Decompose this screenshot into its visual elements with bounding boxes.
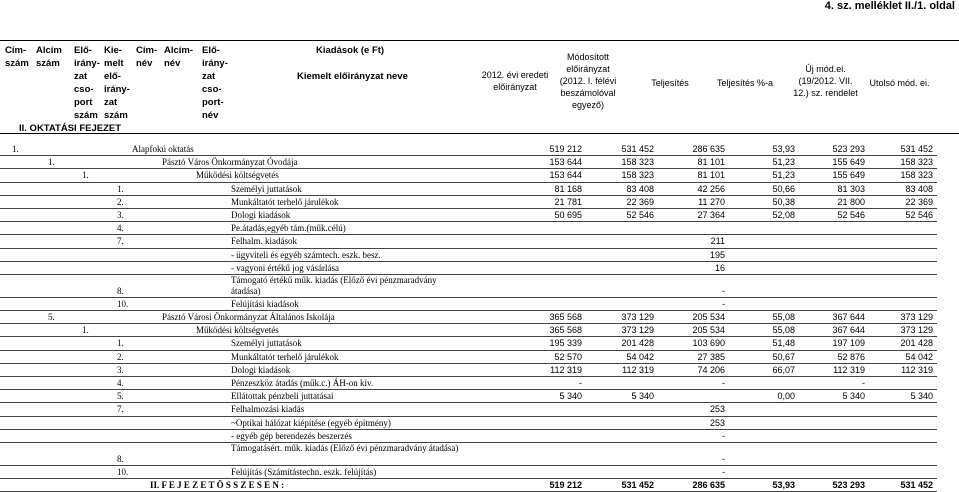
row-code: 5. [117, 391, 124, 402]
row-value: 42 256 [697, 183, 725, 194]
row-name: - vagyoni értékű jog vásárlása [231, 262, 339, 273]
row-code: 10. [117, 466, 129, 477]
row-value: 211 [710, 236, 725, 247]
row-value: 54 042 [626, 351, 654, 362]
table-row [0, 466, 937, 479]
row-value: 52 876 [837, 351, 865, 362]
table-row [0, 311, 937, 324]
row-value: - [722, 466, 725, 477]
header-utolso-mod: Utolsó mód. ei. [869, 78, 930, 88]
row-name: Alapfokú oktatás [132, 144, 194, 154]
row-value: 531 452 [621, 480, 654, 491]
row-name: II. F E J E Z E T Ö S S Z E S E N : [150, 480, 285, 491]
row-code: 1. [48, 157, 55, 168]
row-value: 81 101 [697, 170, 725, 181]
row-value: 22 369 [905, 196, 933, 207]
row-value: 50,66 [772, 183, 795, 194]
row-value: 52 546 [626, 209, 654, 220]
row-name: Támogató értékű műk. kiadás (Előző évi pénzmaradvány átadása) [231, 274, 437, 296]
row-value: 155 649 [832, 170, 865, 181]
row-value: - [862, 378, 865, 388]
row-value: 83 408 [905, 183, 933, 194]
row-code: 1. [117, 338, 124, 349]
row-value: 81 303 [837, 183, 865, 194]
row-name: ~Optikai hálózat kiépítése (egyéb építmény) [231, 417, 391, 428]
row-value: 367 644 [832, 325, 865, 336]
row-value: 373 129 [900, 312, 933, 323]
row-value: 112 319 [550, 364, 582, 375]
row-name: Működési költségvetés [196, 170, 279, 181]
row-value: 153 644 [549, 170, 582, 181]
row-code: 1. [12, 144, 19, 154]
row-code: 1. [82, 325, 89, 336]
row-code: 8. [117, 285, 124, 296]
row-value: 0,00 [777, 391, 795, 402]
row-code: 4. [117, 378, 124, 388]
row-name: Felhalmozási kiadás [231, 404, 305, 415]
table-row [0, 324, 937, 337]
row-code: 1. [117, 183, 124, 194]
row-value: 21 781 [554, 196, 582, 207]
row-name: Pénzeszköz átadás (műk.c.) ÁH-on kív. [231, 378, 374, 388]
row-name: Működési költségvetés [196, 325, 279, 336]
row-value: 81 101 [697, 157, 725, 168]
header-modositott: Módosított előirányzat (2012. I. félévi beszámolóval egyező) [559, 52, 617, 110]
table-row [0, 403, 937, 416]
header-teljesites: Teljesítés [651, 78, 689, 88]
row-value: - [722, 285, 725, 296]
table-row [0, 209, 937, 222]
row-value: 112 319 [833, 364, 865, 375]
row-value: - [722, 430, 725, 441]
table-row [0, 275, 937, 298]
row-value: 195 [709, 249, 725, 260]
row-value: 205 534 [692, 312, 725, 323]
table-row [0, 298, 937, 311]
row-code: 10. [117, 298, 129, 309]
row-name: Pe.átadás,egyéb tám.(műk.célú) [231, 223, 346, 234]
row-name: Személyi juttatások [231, 338, 302, 349]
row-value: 373 129 [621, 325, 654, 336]
row-code: 3. [117, 209, 124, 220]
row-value: 155 649 [832, 157, 865, 168]
row-value: 52 570 [554, 351, 582, 362]
row-code: 3. [117, 364, 124, 375]
table-row [0, 249, 937, 262]
fejezet-title: II. OKTATÁSI FEJEZET [19, 123, 122, 134]
row-code: 4. [117, 223, 124, 234]
row-code: 8. [117, 453, 124, 464]
row-value: 5 340 [910, 391, 933, 402]
row-value: 103 690 [692, 338, 725, 349]
row-name: Pásztó Városi Önkormányzat Általános Iskolája [162, 312, 335, 323]
row-value: 55,08 [772, 325, 795, 336]
row-value: 52,08 [772, 209, 795, 220]
row-code: 2. [117, 196, 124, 207]
row-value: 253 [709, 417, 725, 428]
row-value: 74 206 [697, 364, 725, 375]
header-col-csoportnev: Elő- irány- zat cso- port- név [202, 45, 228, 121]
row-value: 21 800 [837, 196, 865, 207]
row-name: Munkáltatót terhelő járulékok [231, 351, 339, 362]
table-row [0, 156, 937, 169]
row-value: 52 546 [837, 209, 865, 220]
row-value: 5 340 [559, 391, 582, 402]
row-name: - egyéb gép berendezés beszerzés [231, 430, 352, 441]
row-value: - [579, 378, 582, 388]
row-value: 201 428 [621, 338, 654, 349]
row-code: 7. [117, 404, 124, 415]
row-name: Támogatásért. műk. kiadás (Előző évi pénzmaradvány átadása) [231, 442, 459, 453]
header-uj-mod: Új mód.ei. (19/2012. VII. 12.) sz. rendelet [793, 64, 858, 98]
table-row [0, 377, 937, 390]
row-name: Felújítási kiadások [231, 298, 299, 309]
row-value: 50,38 [772, 196, 795, 207]
header-col-cimszam: Cím- szám [5, 45, 29, 69]
table-row [0, 183, 937, 196]
row-value: 158 323 [900, 170, 933, 181]
row-name: Dologi kiadások [231, 209, 291, 220]
header-col-kiemelt: Kie- melt elő- irány- zat szám [104, 45, 130, 121]
table-row [0, 430, 937, 443]
row-value: 205 534 [692, 325, 725, 336]
row-value: 531 452 [900, 144, 933, 154]
header-kiadasok: Kiadások (e Ft) [316, 45, 385, 56]
row-value: - [722, 378, 725, 388]
row-value: - [722, 298, 725, 309]
row-name: Pásztó Város Önkormányzat Óvodája [162, 157, 298, 168]
table-row [0, 143, 937, 156]
row-value: 253 [709, 404, 725, 415]
table-row [0, 196, 937, 209]
row-value: 523 293 [832, 144, 865, 154]
row-value: 55,08 [772, 312, 795, 323]
table-row [0, 262, 937, 275]
page-note: 4. sz. melléklet II./1. oldal [824, 0, 955, 12]
table-row [0, 351, 937, 364]
row-value: 54 042 [905, 351, 933, 362]
row-value: 81 168 [554, 183, 582, 194]
row-code: 2. [117, 351, 124, 362]
row-value: 11 270 [698, 196, 725, 207]
table-body [0, 143, 937, 492]
table-row [0, 364, 937, 377]
row-value: 158 323 [900, 157, 933, 168]
table-row [0, 417, 937, 430]
row-value: 519 212 [549, 480, 582, 491]
row-value: 373 129 [900, 325, 933, 336]
row-value: 365 568 [549, 312, 582, 323]
row-value: 27 385 [697, 351, 725, 362]
table-row [0, 235, 937, 248]
row-value: 286 635 [692, 480, 725, 491]
row-value: 112 319 [622, 364, 654, 375]
row-value: 5 340 [842, 391, 865, 402]
row-value: 158 323 [621, 157, 654, 168]
header-kiemelt-nev: Kiemelt előirányzat neve [297, 71, 408, 82]
table-row [0, 390, 937, 403]
header-col-alcimnev: Alcím- név [164, 45, 194, 69]
row-value: 53,93 [772, 480, 795, 491]
row-value: 365 568 [549, 325, 582, 336]
row-value: 519 212 [549, 144, 582, 154]
table-row [0, 337, 937, 350]
row-value: 22 369 [626, 196, 654, 207]
header-teljesites-pct: Teljesítés %-a [716, 78, 774, 88]
row-value: 286 635 [692, 144, 725, 154]
row-name: Munkáltatót terhelő járulékok [231, 196, 339, 207]
row-value: - [722, 453, 725, 464]
row-value: 531 452 [621, 144, 654, 154]
row-value: 201 428 [900, 338, 933, 349]
row-value: 195 339 [549, 338, 582, 349]
row-value: 51,23 [772, 157, 795, 168]
row-name: Személyi juttatások [231, 183, 302, 194]
row-value: 197 109 [832, 338, 865, 349]
row-value: 66,07 [772, 364, 795, 375]
row-value: 5 340 [631, 391, 654, 402]
row-value: 16 [714, 262, 725, 273]
table-row [0, 169, 937, 182]
row-value: 112 319 [901, 364, 933, 375]
row-value: 373 129 [621, 312, 654, 323]
row-name: Felhalm. kiadások [231, 236, 297, 247]
row-value: 50,67 [772, 351, 795, 362]
row-value: 153 644 [549, 157, 582, 168]
row-value: 531 452 [900, 480, 933, 491]
row-code: 7. [117, 236, 124, 247]
row-value: 52 546 [905, 209, 933, 220]
table-header [0, 40, 959, 134]
table-row [0, 479, 937, 492]
row-value: 27 364 [697, 209, 725, 220]
row-value: 523 293 [832, 480, 865, 491]
row-code: 5. [48, 312, 55, 323]
row-name: Dologi kiadások [231, 364, 291, 375]
row-value: 51,23 [772, 170, 795, 181]
row-value: 83 408 [626, 183, 654, 194]
header-col-alcimszam: Alcím szám [36, 45, 62, 69]
header-col-cimnev: Cím- név [136, 45, 158, 69]
row-value: 53,93 [772, 144, 795, 154]
header-col-eloiranyzat-csoport: Elő- irány- zat cso- port szám [74, 45, 100, 121]
table-row [0, 443, 937, 466]
row-value: 50 695 [554, 209, 582, 220]
row-name: - ügyviteli és egyéb számtech. eszk. besz. [231, 249, 381, 260]
row-value: 367 644 [832, 312, 865, 323]
row-name: Ellátottak pénzbeli juttatásai [231, 391, 334, 402]
table-row [0, 222, 937, 235]
header-2012-eredeti: 2012. évi eredeti előirányzat [481, 70, 549, 92]
row-name: Felújítás (Számítástechn. eszk. felújítás) [231, 466, 377, 477]
row-value: 158 323 [621, 170, 654, 181]
row-code: 1. [82, 170, 89, 181]
row-value: 51,48 [772, 338, 795, 349]
